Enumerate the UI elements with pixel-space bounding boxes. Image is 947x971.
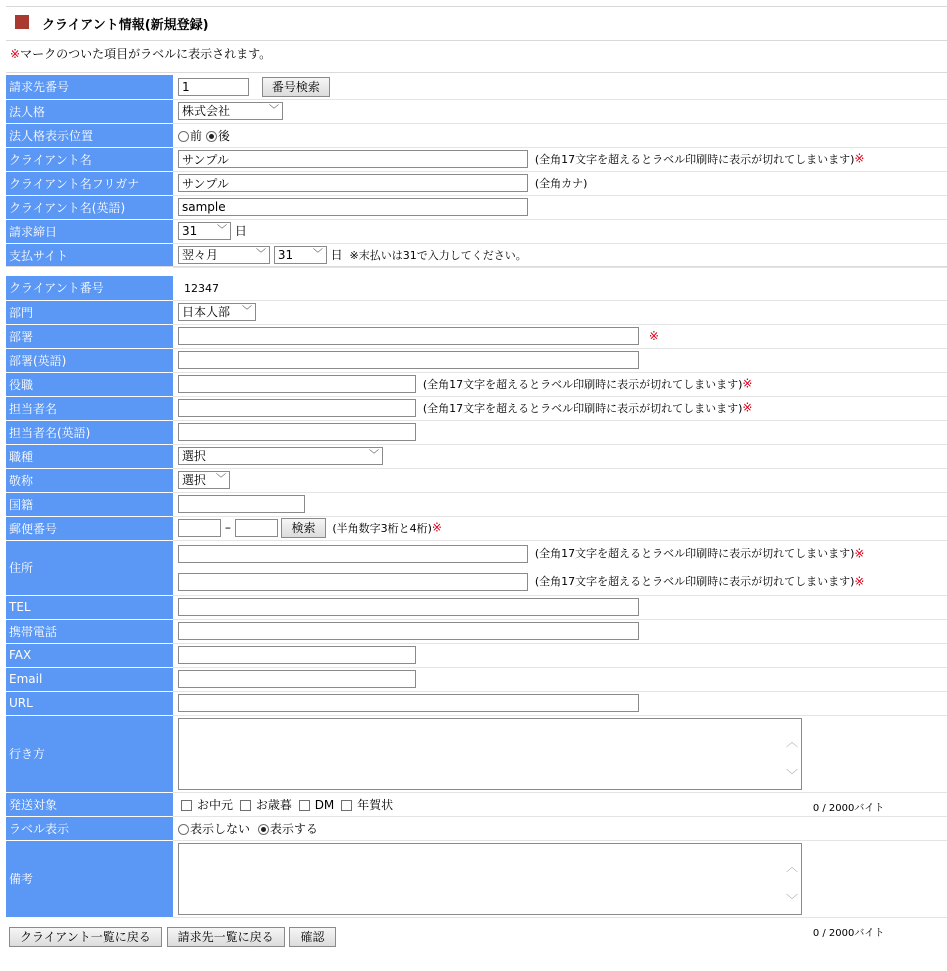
client-name-en-input[interactable] bbox=[178, 198, 528, 216]
label-tel: TEL bbox=[6, 595, 173, 619]
label-pay-site: 支払サイト bbox=[6, 243, 173, 267]
label-email: Email bbox=[6, 667, 173, 691]
address-line2-note: (全角17文字を超えるとラベル印刷時に表示が切れてしまいます) bbox=[534, 575, 855, 588]
required-mark: ※ bbox=[854, 546, 865, 560]
label-busho: 部署 bbox=[6, 324, 173, 348]
tanto-input[interactable] bbox=[178, 399, 416, 417]
tanto-en-input[interactable] bbox=[178, 423, 416, 441]
chevron-down-icon: ﹀ bbox=[312, 249, 323, 261]
label-zip: 郵便番号 bbox=[6, 516, 173, 540]
zip-first-input[interactable] bbox=[178, 519, 221, 537]
busho-en-input[interactable] bbox=[178, 351, 639, 369]
label-send-target: 発送対象 bbox=[6, 792, 173, 816]
label-route: 行き方 bbox=[6, 715, 173, 792]
tanto-note: (全角17文字を超えるとラベル印刷時に表示が切れてしまいます) bbox=[422, 401, 743, 415]
label-show-radio[interactable] bbox=[258, 824, 269, 835]
zip-search-button[interactable]: 検索 bbox=[281, 518, 325, 538]
scroll-down-icon[interactable]: ﹀ bbox=[785, 892, 798, 907]
radio-label-back: 後 bbox=[217, 128, 230, 143]
notice bbox=[10, 45, 271, 62]
label-kokuseki: 国籍 bbox=[6, 492, 173, 516]
chevron-down-icon: ﹀ bbox=[269, 105, 279, 116]
label-mobile: 携帯電話 bbox=[6, 619, 173, 643]
required-mark: ※ bbox=[854, 574, 865, 588]
client-kana-note: (全角カナ) bbox=[534, 176, 588, 190]
zip-second-input[interactable] bbox=[235, 519, 278, 537]
billing-form-table bbox=[6, 75, 947, 268]
memo-byte-counter: 0 / 2000バイト bbox=[812, 927, 885, 939]
label-address: 住所 bbox=[6, 540, 173, 595]
label-yakushoku: 役職 bbox=[6, 372, 173, 396]
pay-site-day-select[interactable]: 31 ﹀ bbox=[274, 246, 327, 264]
mobile-input[interactable] bbox=[178, 622, 639, 640]
page-title: クライアント情報(新規登録) bbox=[42, 18, 209, 33]
dm-label: DM bbox=[314, 797, 335, 812]
section-divider bbox=[6, 266, 947, 267]
keisho-select[interactable]: 選択 ﹀ bbox=[178, 471, 230, 489]
yakushoku-input[interactable] bbox=[178, 375, 416, 393]
label-client-name-en: クライアント名(英語) bbox=[6, 195, 173, 219]
radio-label-front: 前 bbox=[190, 128, 203, 143]
chevron-down-icon: ﹀ bbox=[216, 474, 226, 485]
address-line1-note: (全角17文字を超えるとラベル印刷時に表示が切れてしまいます) bbox=[534, 547, 855, 560]
close-day-unit: 日 bbox=[234, 223, 247, 238]
label-tanto-en: 担当者名(英語) bbox=[6, 420, 173, 444]
ochugen-checkbox[interactable] bbox=[181, 800, 192, 811]
route-byte-counter: 0 / 2000バイト bbox=[812, 802, 885, 814]
label-keisho: 敬称 bbox=[6, 468, 173, 492]
oseibo-checkbox[interactable] bbox=[240, 800, 251, 811]
corp-position-back-radio[interactable] bbox=[206, 131, 217, 142]
scroll-up-icon[interactable]: ︿ bbox=[785, 734, 798, 749]
chevron-down-icon: ﹀ bbox=[242, 306, 252, 317]
required-mark: ※ bbox=[648, 328, 659, 343]
busho-input[interactable] bbox=[178, 327, 639, 345]
page-header bbox=[6, 6, 947, 41]
required-mark: ※ bbox=[431, 520, 442, 535]
shokushu-select[interactable]: 選択 ﹀ bbox=[178, 447, 383, 465]
label-busho-en: 部署(英語) bbox=[6, 348, 173, 372]
label-dept: 部門 bbox=[6, 300, 173, 324]
label-corp: 法人格 bbox=[6, 99, 173, 123]
dm-checkbox[interactable] bbox=[299, 800, 310, 811]
label-label-display: ラベル表示 bbox=[6, 816, 173, 840]
label-memo: 備考 bbox=[6, 840, 173, 917]
label-close-day: 請求締日 bbox=[6, 219, 173, 243]
notice-mark: ※ bbox=[10, 47, 21, 61]
required-mark: ※ bbox=[742, 376, 753, 391]
scroll-down-icon[interactable]: ﹀ bbox=[785, 767, 798, 782]
chevron-down-icon: ﹀ bbox=[369, 450, 379, 461]
client-no-value: 12347 bbox=[184, 281, 219, 295]
divider bbox=[6, 72, 947, 73]
label-client-kana: クライアント名フリガナ bbox=[6, 171, 173, 195]
chevron-down-icon: ﹀ bbox=[256, 249, 266, 261]
footer-buttons bbox=[9, 927, 337, 947]
corp-select[interactable]: 株式会社 ﹀ bbox=[178, 102, 283, 120]
label-client-name: クライアント名 bbox=[6, 147, 173, 171]
nengajo-checkbox[interactable] bbox=[341, 800, 352, 811]
label-tanto: 担当者名 bbox=[6, 396, 173, 420]
client-name-input[interactable] bbox=[178, 150, 528, 168]
label-url: URL bbox=[6, 691, 173, 715]
label-hide-radio[interactable] bbox=[178, 824, 189, 835]
bill-no-input[interactable] bbox=[178, 78, 249, 96]
address-line2-input[interactable] bbox=[178, 573, 528, 591]
title-square-icon bbox=[15, 15, 29, 29]
route-textarea[interactable] bbox=[178, 718, 802, 790]
label-fax: FAX bbox=[6, 643, 173, 667]
label-client-no: クライアント番号 bbox=[6, 276, 173, 300]
zip-note: (半角数字3桁と4桁) bbox=[332, 521, 432, 535]
label-show-text: 表示する bbox=[269, 821, 318, 836]
nengajo-label: 年賀状 bbox=[357, 797, 394, 812]
label-hide-text: 表示しない bbox=[190, 821, 251, 836]
back-to-billing-list-button[interactable]: 請求先一覧に戻る bbox=[167, 927, 285, 947]
chevron-down-icon: ﹀ bbox=[217, 225, 227, 237]
number-search-button[interactable]: 番号検索 bbox=[262, 77, 330, 97]
required-mark: ※ bbox=[742, 400, 753, 415]
ochugen-label: お中元 bbox=[197, 797, 234, 812]
oseibo-label: お歳暮 bbox=[255, 797, 292, 812]
back-to-client-list-button[interactable]: クライアント一覧に戻る bbox=[9, 927, 162, 947]
confirm-button[interactable]: 確認 bbox=[289, 927, 335, 947]
close-day-select[interactable]: 31 ﹀ bbox=[178, 222, 231, 240]
url-input[interactable] bbox=[178, 694, 639, 712]
label-shokushu: 職種 bbox=[6, 444, 173, 468]
address-line1-input[interactable] bbox=[178, 545, 528, 563]
scroll-up-icon[interactable]: ︿ bbox=[785, 859, 798, 874]
client-name-note: (全角17文字を超えるとラベル印刷時に表示が切れてしまいます) bbox=[534, 152, 855, 166]
zip-dash: – bbox=[224, 520, 231, 535]
dept-select[interactable]: 日本人部 ﹀ bbox=[178, 303, 256, 321]
kokuseki-input[interactable] bbox=[178, 495, 305, 513]
memo-textarea[interactable] bbox=[178, 843, 802, 915]
label-bill-no: 請求先番号 bbox=[6, 75, 173, 99]
yakushoku-note: (全角17文字を超えるとラベル印刷時に表示が切れてしまいます) bbox=[422, 377, 743, 391]
fax-input[interactable] bbox=[178, 646, 416, 664]
required-mark: ※ bbox=[854, 151, 865, 166]
tel-input[interactable] bbox=[178, 598, 639, 616]
notice-text: マークのついた項目がラベルに表示されます。 bbox=[20, 47, 272, 61]
pay-site-note: ※末払いは31で入力してください。 bbox=[349, 248, 527, 262]
email-input[interactable] bbox=[178, 670, 416, 688]
pay-site-month-select[interactable]: 翌々月 ﹀ bbox=[178, 246, 270, 264]
pay-site-unit: 日 bbox=[330, 247, 343, 262]
label-corp-position: 法人格表示位置 bbox=[6, 123, 173, 147]
client-kana-input[interactable] bbox=[178, 174, 528, 192]
corp-position-front-radio[interactable] bbox=[178, 131, 189, 142]
